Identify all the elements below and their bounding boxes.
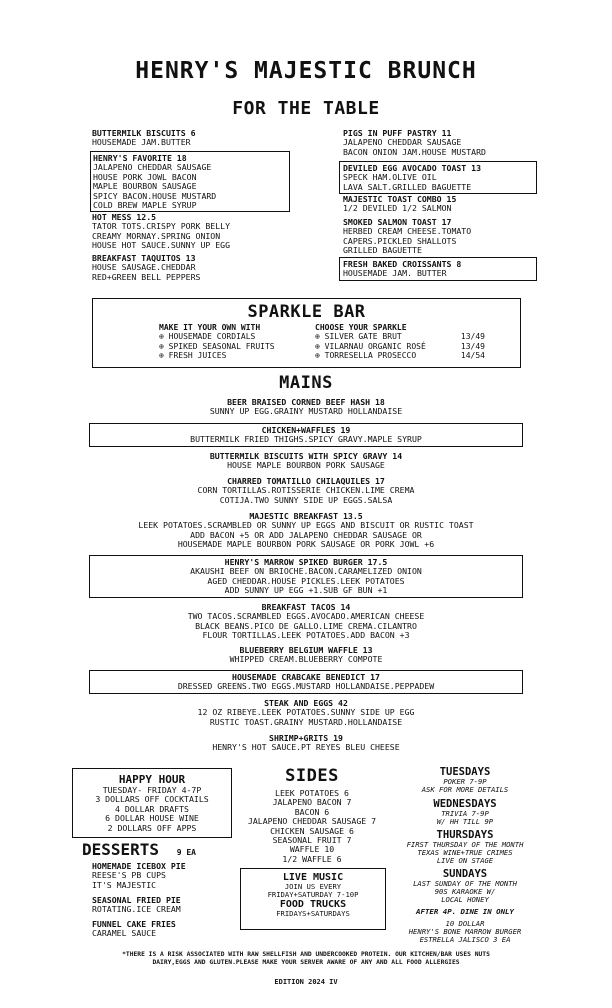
item-name: MAJESTIC TOAST COMBO 15 [343, 194, 457, 204]
item-desc: ADD BACON +5 OR ADD JALAPENO CHEDDAR SAUSAGE OR [190, 529, 422, 540]
dessert-item [92, 896, 242, 915]
side-item: WAFFLE 10 [289, 844, 335, 855]
item-desc: COLD BREW MAPLE SYRUP [93, 200, 197, 211]
ftt-item [92, 213, 292, 251]
event-line: LOCAL HONEY [441, 895, 489, 904]
item-desc: CORN TORTILLAS.ROTISSERIE CHICKEN.LIME CREMA [197, 485, 415, 496]
item-desc: LAVA SALT.GRILLED BAGUETTE [343, 181, 472, 192]
item-desc: AKAUSHI BEEF ON BRIOCHE.BACON.CARAMELIZED ONION [190, 566, 422, 577]
item-name: BREAKFAST TACOS 14 [261, 602, 351, 612]
item-desc: IT'S MAJESTIC [92, 879, 157, 890]
wine-price: 13/49 [460, 332, 485, 342]
side-item: BACON 6 [294, 806, 330, 817]
sparkle-bar-box [92, 298, 521, 368]
event-line: 90S KARAOKE W/ [434, 887, 496, 896]
happy-hour-line: TUESDAY- FRIDAY 4-7P [102, 785, 202, 795]
wine-name: ⊕ SILVER GATE BRUT [315, 332, 402, 342]
item-desc: HOUSEMADE JAM.BUTTER [92, 137, 191, 148]
ftt-item [343, 129, 543, 157]
item-desc: DRESSED GREENS.TWO EGGS.MUSTARD HOLLANDAISE.PEPPADEW [177, 681, 435, 692]
main-item [0, 734, 612, 753]
item-desc: CAPERS.PICKLED SHALLOTS [343, 235, 457, 246]
event-line: AFTER 4P. DINE IN ONLY [416, 907, 514, 916]
event-day: THURSDAYS [436, 829, 494, 841]
mains-heading: MAINS [279, 373, 333, 393]
item-name: BUTTERMILK BISCUITS WITH SPICY GRAVY 14 [209, 451, 403, 461]
ftt-item [92, 254, 292, 282]
main-item [0, 452, 612, 471]
ftt-item-boxed [90, 151, 290, 212]
happy-hour-line: 3 DOLLARS OFF COCKTAILS [95, 794, 209, 805]
live-music-line: JOIN US EVERY [284, 882, 342, 891]
event-line: LIVE ON STAGE [436, 856, 494, 865]
main-item [0, 477, 612, 505]
item-desc: SPECK HAM.OLIVE OIL [343, 172, 437, 183]
item-desc: HOUSE HOT SAUCE.SUNNY UP EGG [92, 240, 231, 251]
item-desc: ADD SUNNY UP EGG +1.SUB GF BUN +1 [224, 585, 388, 596]
item-name: FRESH BAKED CROISSANTS 8 [343, 259, 462, 269]
item-name: BREAKFAST TAQUITOS 13 [92, 253, 196, 263]
main-item [0, 646, 612, 665]
event-line: 10 DOLLAR [445, 919, 485, 928]
item-desc: MAPLE BOURBON SAUSAGE [93, 181, 197, 192]
item-desc: SPICY BACON.HOUSE MUSTARD [93, 190, 217, 201]
desserts-heading-row [82, 840, 242, 859]
side-item: SEASONAL FRUIT 7 [272, 835, 352, 846]
item-name: BLUEBERRY BELGIUM WAFFLE 13 [239, 645, 373, 655]
sparkle-option: ⊕ FRESH JUICES [159, 350, 227, 360]
dessert-item [92, 920, 242, 939]
happy-hour-box [72, 768, 232, 838]
item-desc: RUSTIC TOAST.GRAINY MUSTARD.HOLLANDAISE [209, 716, 403, 727]
item-name: CHICKEN+WAFFLES 19 [261, 425, 351, 435]
item-desc: RED+GREEN BELL PEPPERS [92, 271, 201, 282]
allergy-disclaimer [0, 951, 612, 967]
live-music-heading: LIVE MUSIC [282, 872, 344, 883]
item-name: HENRY'S FAVORITE 18 [93, 153, 187, 163]
main-item-boxed [89, 670, 523, 694]
event-day: WEDNESDAYS [433, 798, 497, 810]
item-desc: CARAMEL SAUCE [92, 928, 157, 939]
item-desc: HOUSE MAPLE BOURBON PORK SAUSAGE [227, 460, 385, 471]
happy-hour-line: 6 DOLLAR HOUSE WINE [105, 813, 199, 824]
sparkle-wine-row [315, 342, 485, 351]
event-line: TEXAS WINE+TRUE CRIMES [417, 848, 513, 857]
item-desc: REESE'S PB CUPS [92, 870, 166, 881]
item-desc: JALAPENO CHEDDAR SAUSAGE [93, 162, 212, 173]
happy-hour-line: 4 DOLLAR DRAFTS [115, 803, 189, 814]
sides-heading: SIDES [285, 766, 339, 786]
live-music-box [240, 868, 386, 930]
item-desc: ROTATING.ICE CREAM [92, 904, 181, 915]
item-name: FUNNEL CAKE FRIES [92, 919, 176, 929]
item-name: SHRIMP+GRITS 19 [269, 733, 343, 743]
main-item [0, 398, 612, 417]
ftt-item [343, 218, 543, 256]
event-line: TRIVIA 7-9P [441, 809, 489, 818]
desserts-heading: DESSERTS [82, 840, 160, 859]
item-name: PIGS IN PUFF PASTRY 11 [343, 128, 452, 138]
item-name: BEER BRAISED CORNED BEEF HASH 18 [227, 397, 385, 407]
restaurant-title: HENRY'S MAJESTIC BRUNCH [135, 58, 477, 84]
item-desc: HOUSE PORK JOWL BACON [93, 171, 197, 182]
item-name: CHARRED TOMATILLO CHILAQUILES 17 [227, 476, 385, 486]
item-desc: JALAPENO CHEDDAR SAUSAGE [343, 137, 462, 148]
live-music-line: FRIDAY+SATURDAY 7-10P [267, 890, 359, 899]
item-name: SEASONAL FRIED PIE [92, 895, 181, 905]
item-desc: GRILLED BAGUETTE [343, 245, 422, 256]
main-item [0, 512, 612, 550]
happy-hour-heading: HAPPY HOUR [118, 773, 186, 786]
item-desc: CREAMY MORNAY.SPRING ONION [92, 230, 221, 241]
item-desc: HOUSEMADE JAM. BUTTER [343, 268, 447, 279]
event-line: ASK FOR MORE DETAILS [421, 785, 509, 794]
main-item-boxed [89, 555, 523, 598]
sparkle-left-list [159, 323, 309, 360]
sparkle-wine-row [315, 351, 485, 360]
food-trucks-line: FRIDAYS+SATURDAYS [276, 909, 350, 918]
ftt-item [92, 129, 292, 148]
side-item: JALAPENO CHEDDAR SAUSAGE 7 [247, 816, 377, 827]
wine-name: ⊕ VILARNAU ORGANIC ROSÉ [315, 341, 426, 351]
side-item: 1/2 WAFFLE 6 [282, 853, 342, 864]
item-desc: HOUSE SAUSAGE.CHEDDAR [92, 262, 196, 273]
item-desc: 1/2 DEVILED 1/2 SALMON [343, 203, 452, 214]
item-name: HOT MESS 12.5 [92, 212, 157, 222]
wine-price: 13/49 [460, 341, 485, 351]
item-desc: SUNNY UP EGG.GRAINY MUSTARD HOLLANDAISE [209, 406, 403, 417]
main-item [0, 699, 612, 727]
event-line: HENRY'S BONE MARROW BURGER [408, 927, 522, 936]
event-day: SUNDAYS [442, 868, 488, 880]
item-desc: 12 OZ RIBEYE.LEEK POTATOES.SUNNY SIDE UP EGG [197, 707, 415, 718]
item-desc: HENRY'S HOT SAUCE.PT REYES BLEU CHEESE [212, 742, 400, 753]
item-name: STEAK AND EGGS 42 [264, 698, 348, 708]
item-desc: AGED CHEDDAR.HOUSE PICKLES.LEEK POTATOES [207, 575, 405, 586]
disclaimer-line: DAIRY,EGGS AND GLUTEN.PLEASE MAKE YOUR SERVER AWARE OF ANY AND ALL FOOD ALLERGIES [152, 959, 460, 966]
sparkle-option: ⊕ HOUSEMADE CORDIALS [159, 332, 256, 342]
main-item [0, 603, 612, 641]
ftt-item-boxed [339, 161, 537, 194]
event-line: W/ HH TILL 9P [436, 817, 494, 826]
disclaimer-line: *THERE IS A RISK ASSOCIATED WITH RAW SHELLFISH AND UNDERCOOKED PROTEIN. OUR KITCHEN/BAR USES NUTS [122, 951, 490, 958]
event-line: POKER 7-9P [443, 777, 487, 786]
events-column [392, 766, 538, 944]
item-name: BUTTERMILK BISCUITS 6 [92, 128, 196, 138]
item-desc: TWO TACOS.SCRAMBLED EGGS.AVOCADO.AMERICAN CHEESE [187, 611, 425, 622]
side-item: JALAPENO BACON 7 [272, 797, 352, 808]
edition-label: EDITION 2024 IV [274, 978, 338, 986]
event-day: TUESDAYS [439, 766, 491, 778]
sparkle-option: ⊕ SPIKED SEASONAL FRUITS [159, 341, 275, 351]
item-desc: HERBED CREAM CHEESE.TOMATO [343, 226, 472, 237]
item-name: MAJESTIC BREAKFAST 13.5 [249, 511, 363, 521]
sparkle-left-title: MAKE IT YOUR OWN WITH [159, 323, 261, 332]
item-desc: WHIPPED CREAM.BLUEBERRY COMPOTE [229, 654, 383, 665]
side-item: CHICKEN SAUSAGE 6 [270, 825, 354, 836]
event-line: FIRST THURSDAY OF THE MONTH [406, 840, 524, 849]
item-desc: HOUSEMADE MAPLE BOURBON PORK SAUSAGE OR PORK JOWL +6 [177, 539, 435, 550]
side-item: LEEK POTATOES 6 [275, 788, 349, 798]
item-desc: BUTTERMILK FRIED THIGHS.SPICY GRAVY.MAPLE SYRUP [190, 434, 422, 445]
wine-price: 14/54 [460, 350, 485, 360]
item-desc: TATOR TOTS.CRISPY PORK BELLY [92, 221, 231, 232]
item-desc: BLACK BEANS.PICO DE GALLO.LIME CREMA.CILANTRO [195, 620, 417, 631]
wine-name: ⊕ TORRESELLA PROSECCO [315, 350, 417, 360]
ftt-item-boxed [339, 257, 537, 281]
desserts-price: 9 EA [176, 848, 196, 857]
item-desc: FLOUR TORTILLAS.LEEK POTATOES.ADD BACON +3 [202, 630, 410, 641]
item-name: HENRY'S MARROW SPIKED BURGER 17.5 [224, 557, 388, 567]
event-line: LAST SUNDAY OF THE MONTH [413, 879, 517, 888]
item-name: DEVILED EGG AVOCADO TOAST 13 [343, 163, 482, 173]
item-name: HOUSEMADE CRABCAKE BENEDICT 17 [232, 672, 380, 682]
sparkle-wine-row [315, 332, 485, 341]
item-name: HOMEMADE ICEBOX PIE [92, 861, 186, 871]
sparkle-right-title: CHOOSE YOUR SPARKLE [315, 323, 407, 332]
food-trucks-heading: FOOD TRUCKS [279, 899, 347, 910]
sparkle-right-list [315, 323, 485, 360]
item-desc: LEEK POTATOES.SCRAMBLED OR SUNNY UP EGGS AND BISCUIT OR RUSTIC TOAST [138, 520, 474, 531]
for-the-table-heading: FOR THE TABLE [232, 98, 380, 119]
dessert-item [92, 862, 242, 890]
item-desc: COTIJA.TWO SUNNY SIDE UP EGGS.SALSA [219, 494, 393, 505]
event-line: ESTRELLA JALISCO 3 EA [419, 935, 511, 944]
item-name: SMOKED SALMON TOAST 17 [343, 217, 452, 227]
ftt-item [343, 195, 543, 214]
main-item-boxed [89, 423, 523, 447]
sparkle-bar-heading: SPARKLE BAR [247, 302, 366, 322]
sides-list [222, 789, 402, 864]
item-desc: BACON ONION JAM.HOUSE MUSTARD [343, 146, 486, 157]
happy-hour-line: 2 DOLLARS OFF APPS [107, 822, 197, 833]
